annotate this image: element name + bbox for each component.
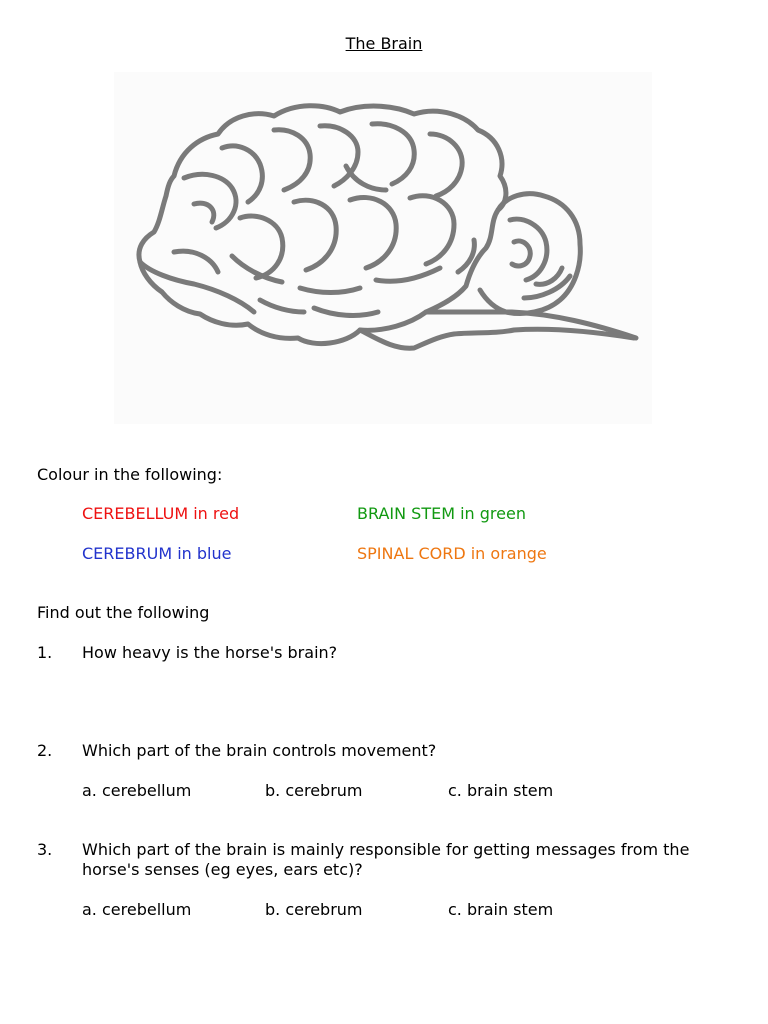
- option-c: c. brain stem: [448, 900, 554, 919]
- question-text: Which part of the brain is mainly responsible for getting messages from the horse's senses (eg eyes, ears etc)?: [82, 840, 690, 879]
- colour-section-heading: Colour in the following:: [37, 465, 223, 484]
- colour-instruction-cerebrum: CEREBRUM in blue: [82, 544, 232, 563]
- option-c: c. brain stem: [448, 781, 554, 800]
- colour-instruction-brain-stem: BRAIN STEM in green: [357, 504, 526, 523]
- answer-options: [82, 900, 682, 922]
- option-a: a. cerebellum: [82, 781, 192, 800]
- find-section-heading: Find out the following: [37, 603, 210, 622]
- question-text: How heavy is the horse's brain?: [82, 643, 338, 662]
- brainstem-outline: [360, 329, 634, 348]
- option-a: a. cerebellum: [82, 900, 192, 919]
- option-b: b. cerebrum: [265, 900, 363, 919]
- question-number: 1.: [37, 643, 53, 662]
- colour-instruction-cerebellum: CEREBELLUM in red: [82, 504, 240, 523]
- question-text: Which part of the brain controls movement?: [82, 741, 437, 760]
- option-b: b. cerebrum: [265, 781, 363, 800]
- page-title: The Brain: [345, 34, 423, 53]
- brain-diagram: [114, 72, 652, 424]
- question-number: 3.: [37, 840, 53, 859]
- question-number: 2.: [37, 741, 53, 760]
- colour-instruction-spinal-cord: SPINAL CORD in orange: [357, 544, 547, 563]
- answer-options: [82, 781, 682, 803]
